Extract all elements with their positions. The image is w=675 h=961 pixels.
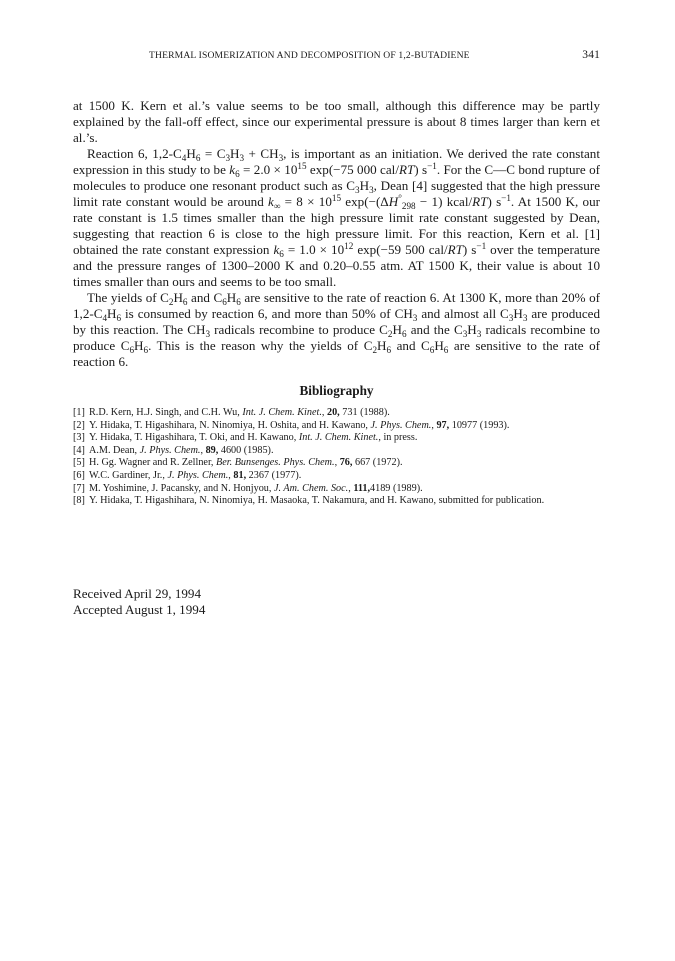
reference-number: [3]: [73, 432, 85, 444]
bibliography-entry: [73, 495, 600, 508]
bibliography-entry: [73, 445, 600, 458]
reference-text: Y. Hidaka, T. Higashihara, N. Ninomiya, H. Oshita, and H. Kawano, J. Phys. Chem., 97, 10977 (1993).: [89, 419, 510, 431]
reference-text: A.M. Dean, J. Phys. Chem., 89, 4600 (1985).: [89, 444, 274, 456]
body-text: [73, 98, 600, 370]
accepted-date: Accepted August 1, 1994: [73, 602, 206, 617]
bibliography-entry: [73, 420, 600, 433]
running-head: [73, 50, 600, 64]
reference-number: [1]: [73, 407, 85, 418]
reference-text: Y. Hidaka, T. Higashihara, T. Oki, and H. Kawano, Int. J. Chem. Kinet., in press.: [89, 432, 418, 444]
reference-number: [6]: [73, 469, 85, 481]
reference-number: [7]: [73, 482, 85, 494]
bibliography-entry: [73, 432, 600, 445]
paragraph-2: Reaction 6, $1,2-C_4H_6 = C_3H_3 + CH_3$, is important as an initiation. We derived the rate constant expression in this study to be $k_6 = 2.0 \times 10^{15}$ exp(−75 000 cal/RT) $s^{-1}$. For the C—C bond rupture of molecules to produce one resonant product such as $C_3H_3$, Dean [4] suggested that the high pressure limit rate constant would be around $k_\infty = 8 \times 10^{15}$ $\exp(-(\Delta H^\circ_{298} - 1)$ kcal/RT) $s^{-1}$. At 1500 K, our rate constant is 1.5 times smaller than the high pressure limit rate constant suggested by Dean, suggesting that reaction 6 is close to the high pressure limit. For this reaction, Kern et al. [1] obtained the rate constant expression $k_6 = 1.0 \times 10^{12}$ exp(−59 500 cal/RT) $s^{-1}$ over the temperature and the pressure ranges of 1300–2000 K and 0.20–0.55 atm. AT 1500 K, their value is about 10 times smaller than ours and seems to be too small.: [73, 146, 601, 289]
reference-number: [8]: [73, 495, 85, 507]
reference-text: W.C. Gardiner, Jr., J. Phys. Chem., 81, 2367 (1977).: [89, 469, 302, 481]
reference-text: Y. Hidaka, T. Higashihara, N. Ninomiya, H. Masaoka, T. Nakamura, and H. Kawano, submitted for publication.: [89, 495, 545, 507]
reference-number: [4]: [73, 444, 85, 456]
reference-number: [2]: [73, 419, 85, 431]
reference-text: R.D. Kern, H.J. Singh, and C.H. Wu, Int. J. Chem. Kinet., 20, 731 (1988).: [89, 407, 390, 418]
bibliography-entry: [73, 483, 600, 496]
paragraph-1: at 1500 K. Kern et al.’s value seems to be too small, although this difference may be partly explained by the fall-off effect, since our experimental pressure is about 8 times larger than kern et al.’s.: [73, 98, 600, 145]
bibliography-heading: Bibliography: [299, 383, 374, 398]
page-number: 341: [582, 49, 600, 61]
bibliography-entry: [73, 470, 600, 483]
bibliography-entry: [73, 407, 600, 420]
received-dates: [73, 586, 205, 618]
bibliography-entry: [73, 457, 600, 470]
running-head-title: THERMAL ISOMERIZATION AND DECOMPOSITION OF 1,2-BUTADIENE: [149, 50, 470, 61]
reference-text: M. Yoshimine, J. Pacansky, and N. Honjyou, J. Am. Chem. Soc., 111,4189 (1989).: [89, 482, 423, 494]
reference-number: [5]: [73, 457, 85, 469]
received-date: Received April 29, 1994: [73, 586, 202, 601]
bibliography-list: [73, 407, 600, 508]
reference-text: H. Gg. Wagner and R. Zellner, Ber. Bunsenges. Phys. Chem., 76, 667 (1972).: [89, 457, 403, 469]
paragraph-3: The yields of $C_2H_6$ and $C_6H_6$ are sensitive to the rate of reaction 6. At 1300 K, more than 20% of $1,2-C_4H_6$ is consumed by reaction 6, and more than 50% of $CH_3$ and almost all $C_3H_3$ are produced by this reaction. The $CH_3$ radicals recombine to produce $C_2H_6$ and the $C_3H_3$ radicals recombine to produce $C_6H_6$. This is the reason why the yields of $C_2H_6$ and $C_6H_6$ are sensitive to the rate of reaction 6.: [73, 290, 601, 369]
